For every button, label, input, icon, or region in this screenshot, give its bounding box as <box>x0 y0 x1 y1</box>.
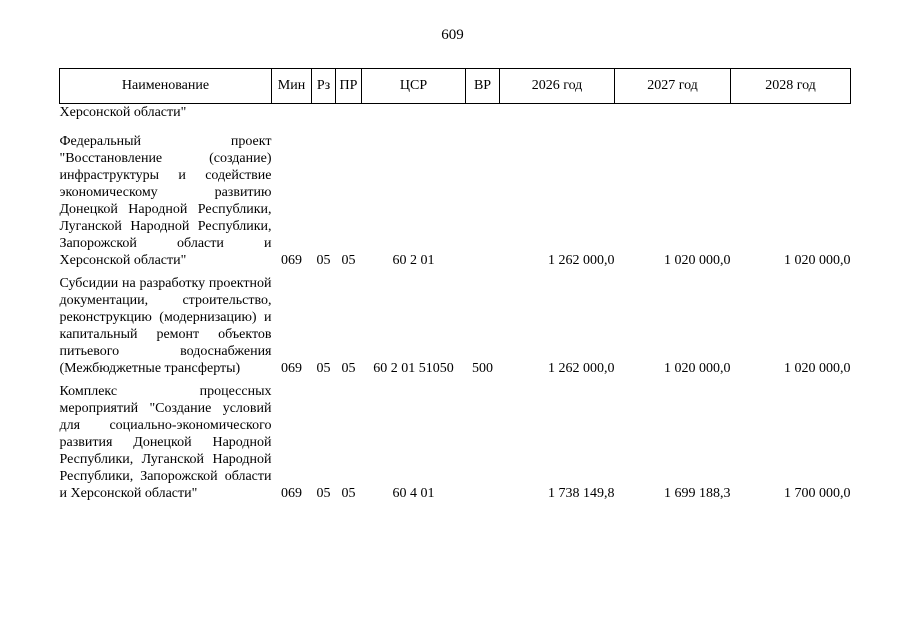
row-name: Федеральный проект "Восстановление (создание) инфраструктуры и содействие экономическому развитию Донецкой Народной Республики, Луганской Народной Республики, Запорожской области и Херсонской области" <box>59 134 272 268</box>
row-min: 069 <box>281 361 302 376</box>
row-rz: 05 <box>316 486 331 501</box>
row-name: Субсидии на разработку проектной документации, строительство, реконструкцию (модернизацию) и капитальный ремонт объектов питьевого водоснабжения (Межбюджетные трансферты) <box>59 276 272 376</box>
row-2028: 1 700 000,0 <box>784 486 851 501</box>
row-min: 069 <box>281 486 302 501</box>
row-pr: 05 <box>341 486 356 501</box>
row-vr <box>466 383 500 502</box>
row-csr: 60 2 01 <box>392 253 435 268</box>
row-min: 069 <box>281 253 302 268</box>
header-name: Наименование <box>60 69 272 104</box>
row-rz: 05 <box>316 361 331 376</box>
continuation-text: Херсонской области" <box>59 105 187 120</box>
row-pr: 05 <box>341 361 356 376</box>
table-row <box>60 383 851 502</box>
row-2026: 1 738 149,8 <box>548 486 615 501</box>
row-2027: 1 020 000,0 <box>664 253 731 268</box>
table-row <box>60 275 851 377</box>
row-2028: 1 020 000,0 <box>784 361 851 376</box>
budget-table <box>59 68 851 502</box>
header-2028: 2028 год <box>731 69 851 104</box>
header-2027: 2027 год <box>615 69 731 104</box>
page-number: 609 <box>441 27 464 43</box>
row-2026: 1 262 000,0 <box>548 253 615 268</box>
header-vr: ВР <box>466 69 500 104</box>
continuation-row <box>60 104 851 122</box>
header-csr: ЦСР <box>362 69 466 104</box>
table-row <box>60 133 851 269</box>
row-pr: 05 <box>341 253 356 268</box>
header-rz: Рз <box>312 69 336 104</box>
row-vr <box>466 133 500 269</box>
header-min: Мин <box>272 69 312 104</box>
row-rz: 05 <box>316 253 331 268</box>
row-name: Комплекс процессных мероприятий "Создание условий для социально-экономического развития Донецкой Народной Республики, Луганской Народной Республики, Запорожской области и Херсонской области" <box>59 384 272 501</box>
header-pr: ПР <box>336 69 362 104</box>
row-csr: 60 4 01 <box>392 486 435 501</box>
row-vr: 500 <box>472 361 493 376</box>
row-2027: 1 020 000,0 <box>664 361 731 376</box>
row-2026: 1 262 000,0 <box>548 361 615 376</box>
header-2026: 2026 год <box>500 69 615 104</box>
row-csr: 60 2 01 51050 <box>373 361 454 376</box>
row-2027: 1 699 188,3 <box>664 486 731 501</box>
row-2028: 1 020 000,0 <box>784 253 851 268</box>
table-header-row <box>60 69 851 104</box>
